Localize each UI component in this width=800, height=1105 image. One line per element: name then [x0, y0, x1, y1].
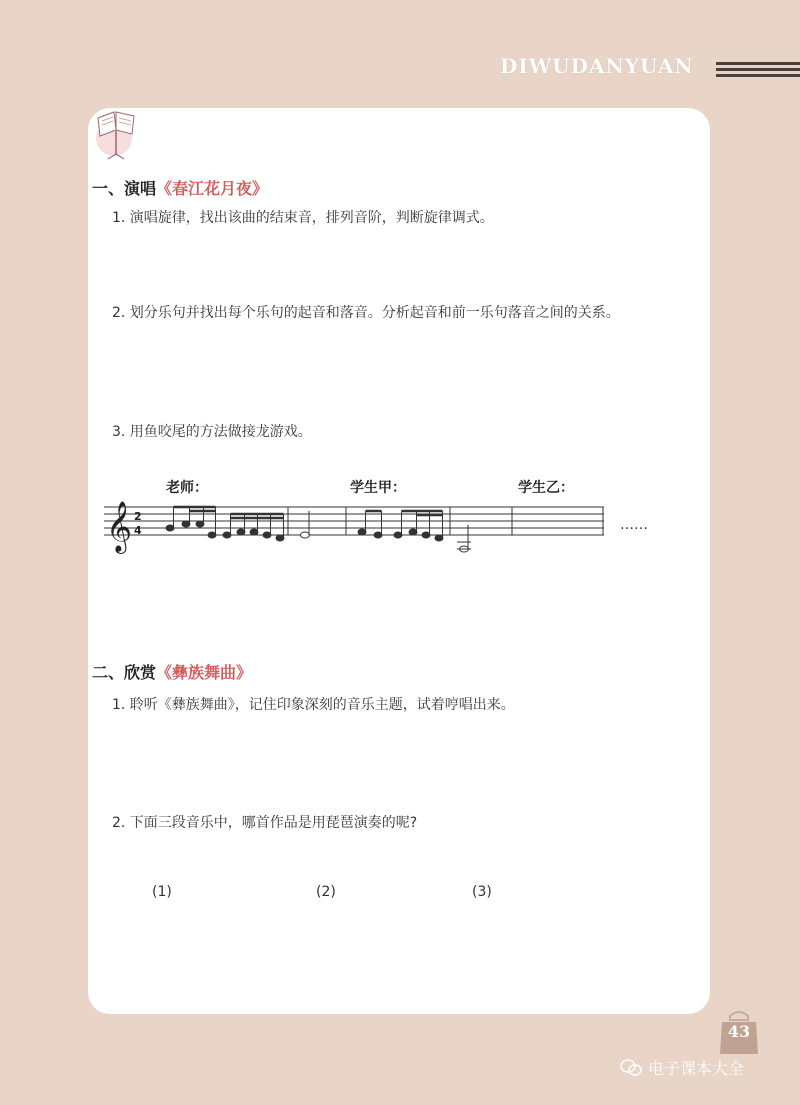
section-2-number: 二、	[92, 663, 125, 682]
treble-clef-icon: 𝄞	[106, 501, 133, 552]
section-1-heading	[92, 176, 268, 199]
continuation-dots: ……	[620, 517, 648, 533]
question-1-3: 3. 用鱼咬尾的方法做接龙游戏。	[112, 424, 312, 440]
page-number: 43	[727, 1022, 751, 1041]
time-signature-bottom: 4	[134, 524, 142, 537]
section-2-verb: 欣赏	[124, 663, 157, 682]
choice-3: (3)	[472, 884, 492, 900]
watermark	[620, 1056, 744, 1079]
section-1-verb: 演唱	[124, 179, 157, 198]
question-1-2: 2. 划分乐句并找出每个乐句的起音和落音。分析起音和前一乐句落音之间的关系。	[112, 305, 620, 321]
choice-1: (1)	[152, 884, 172, 900]
choice-2: (2)	[316, 884, 336, 900]
question-2-1: 1. 聆听《彝族舞曲》，记住印象深刻的音乐主题，试着哼唱出来。	[112, 697, 515, 713]
wechat-icon	[620, 1059, 642, 1077]
student-b-label: 学生乙：	[518, 480, 574, 496]
time-signature-top: 2	[134, 510, 142, 523]
student-a-label: 学生甲：	[350, 480, 406, 496]
section-2-heading	[92, 660, 252, 683]
header-rule	[716, 74, 800, 77]
music-stand-icon	[92, 104, 142, 160]
question-1-1: 1. 演唱旋律，找出该曲的结束音，排列音阶，判断旋律调式。	[112, 210, 494, 226]
unit-title: DIWUDANYUAN	[500, 54, 694, 78]
section-1-song-title: 《春江花月夜》	[156, 179, 269, 198]
teacher-label: 老师：	[166, 480, 208, 496]
header-rule	[716, 62, 800, 65]
watermark-text: 电子课本大全	[648, 1059, 745, 1078]
section-2-song-title: 《彝族舞曲》	[156, 663, 253, 682]
question-2-2: 2. 下面三段音乐中，哪首作品是用琵琶演奏的呢?	[112, 815, 418, 831]
header-rule	[716, 68, 800, 71]
music-staff	[100, 495, 680, 565]
section-1-number: 一、	[92, 179, 125, 198]
